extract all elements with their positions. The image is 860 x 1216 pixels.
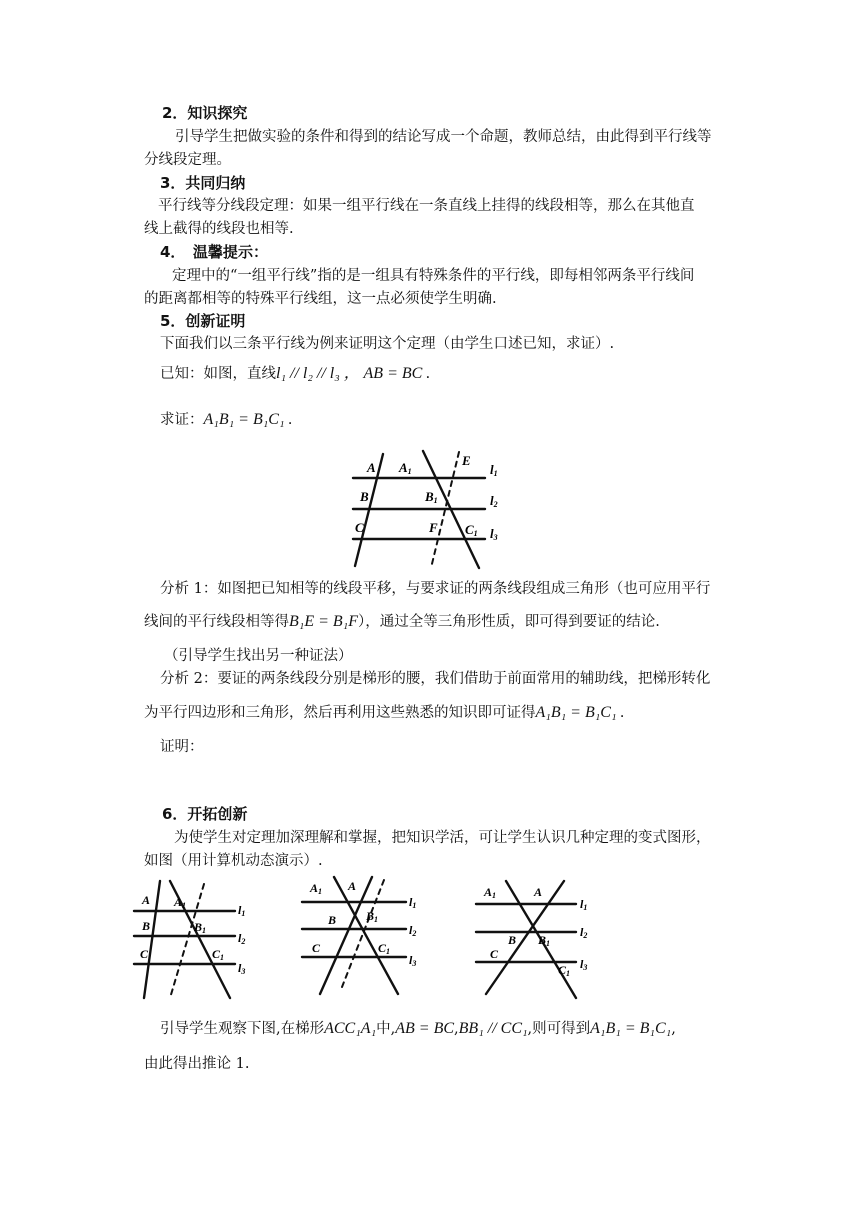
label-C: C [355, 520, 364, 535]
variant-figure-1 [130, 876, 255, 1004]
section-3-line2: 线上截得的线段也相等. [144, 221, 294, 237]
observe-line1: 引导学生观察下图,在梯形ACC₁A₁中,AB = BC,BB₁ // CC₁,则可得到A₁B₁ = B₁C₁, [160, 1020, 676, 1037]
label-l3: l3 [490, 526, 498, 542]
v1-label-A: A [142, 893, 151, 907]
analysis-1-line1: 分析 1：如图把已知相等的线段平移，与要求证的两条线段组成三角形（也可应用平行 [160, 581, 711, 597]
analysis-2-line2: 为平行四边形和三角形，然后再利用这些熟悉的知识即可证得A₁B₁ = B₁C₁ . [144, 704, 625, 721]
label-F: F [429, 520, 438, 535]
v1-label-l1: l1 [238, 903, 246, 918]
v2-label-A: A [348, 879, 357, 893]
v2-label-C1: C1 [378, 941, 391, 956]
v2-label-A1: A1 [310, 881, 323, 896]
hint-text: （引导学生找出另一种证法） [164, 648, 353, 664]
section-6-line2: 如图（用计算机动态演示）. [144, 853, 323, 869]
section-6-title: 6．开拓创新 [162, 805, 248, 823]
section-6-line1: 为使学生对定理加深理解和掌握，把知识学活，可让学生认识几种定理的变式图形， [174, 830, 711, 846]
label-E: E [462, 453, 471, 468]
prove-statement [160, 410, 293, 430]
v3-label-l2: l2 [580, 925, 588, 940]
v1-label-A1: A1 [174, 895, 187, 910]
v2-label-B: B [328, 913, 337, 927]
analysis-2-line1: 分析 2：要证的两条线段分别是梯形的腰，我们借助于前面常用的辅助线，把梯形转化 [160, 671, 711, 687]
proof-label: 证明： [160, 739, 204, 755]
v1-label-B1: B1 [194, 920, 207, 935]
section-5-intro: 下面我们以三条平行线为例来证明这个定理（由学生口述已知，求证）. [160, 336, 615, 352]
label-A1: A1 [399, 460, 412, 476]
observe-line2: 由此得出推论 1. [144, 1056, 250, 1072]
v3-label-C: C [490, 947, 499, 961]
v2-label-B1: B1 [366, 909, 379, 924]
v2-label-l1: l1 [409, 895, 417, 910]
v3-label-B: B [508, 933, 517, 947]
main-parallel-lines-figure [345, 448, 505, 570]
section-4-title: 4． 温馨提示： [160, 243, 268, 261]
v1-label-B: B [142, 919, 151, 933]
v3-label-C1: C1 [558, 963, 571, 978]
section-4-line1: 定理中的“一组平行线”指的是一组具有特殊条件的平行线，即每相邻两条平行线间 [172, 268, 695, 284]
label-C1: C1 [465, 522, 478, 538]
v3-label-B1: B1 [538, 933, 551, 948]
v2-label-l2: l2 [409, 923, 417, 938]
section-2-line1: 引导学生把做实验的条件和得到的结论写成一个命题，教师总结，由此得到平行线等 [175, 129, 712, 145]
label-B1: B1 [425, 489, 438, 505]
v1-label-C: C [140, 947, 149, 961]
analysis-1-line2: 线间的平行线段相等得B₁E = B₁F），通过全等三角形性质，即可得到要证的结论. [144, 613, 660, 630]
variant-figure-2 [298, 872, 428, 1002]
v3-label-A1: A1 [484, 885, 497, 900]
label-B: B [360, 489, 369, 504]
section-2-line2: 分线段定理。 [144, 152, 231, 168]
prove-prefix: 求证： [160, 412, 204, 428]
label-l1: l1 [490, 462, 498, 478]
v3-label-l1: l1 [580, 897, 588, 912]
section-2-title: 2．知识探究 [162, 104, 248, 122]
analysis-2-math: A₁B₁ = B₁C₁ . [535, 704, 625, 721]
section-4-line2: 的距离都相等的特殊平行线组，这一点必须使学生明确. [144, 291, 497, 307]
given-math: l₁ // l₂ // l₃ ， AB = BC . [276, 365, 431, 382]
section-3-title: 3．共同归纳 [160, 174, 246, 192]
section-5-title: 5．创新证明 [160, 312, 246, 330]
v3-label-l3: l3 [580, 957, 588, 972]
label-l2: l2 [490, 493, 498, 509]
v3-label-A: A [534, 885, 543, 899]
given-prefix: 已知：如图，直线 [160, 366, 276, 382]
v2-label-C: C [312, 941, 321, 955]
v1-label-l2: l2 [238, 931, 246, 946]
prove-math: A₁B₁ = B₁C₁ . [203, 411, 293, 428]
analysis-1-math: B₁E = B₁F [289, 613, 359, 630]
variant-figure-3 [472, 876, 602, 1001]
v1-label-l3: l3 [238, 961, 246, 976]
section-3-line1: 平行线等分线段定理：如果一组平行线在一条直线上挂得的线段相等，那么在其他直 [158, 198, 695, 214]
v1-label-C1: C1 [212, 947, 225, 962]
label-A: A [367, 460, 376, 475]
given-statement [160, 364, 430, 384]
v2-label-l3: l3 [409, 953, 417, 968]
